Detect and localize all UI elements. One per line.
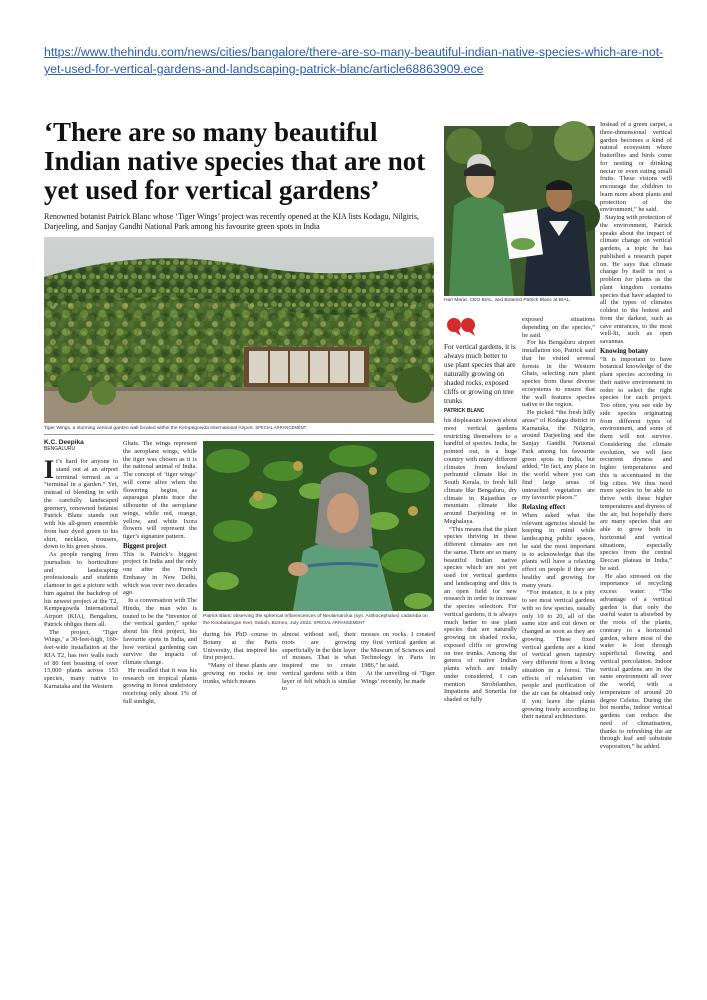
article-column-8	[600, 121, 672, 750]
col6-p2: “This means that the plant species thriving in these different climates are not the same. There are so many beautiful Indian native species which are not yet used for vertical gardens and landscaping and this is an open field for new research in order to increase the species selection. For vertical gardens, it is always much better to use plant species that are naturally growing on shaded rocks, exposed cliffs or growing on tree trunks. Among the genera of native Indian plants which are totally under considered, I can mention Strobilanthes, Impatiens and Sonerila for shaded or fully	[444, 525, 517, 703]
col1-p1: t’s hard for anyone to stand out at an airport terminal termed as a “terminal in a garden.” Yet, instead of blending in with the carefully landscaped greenery, renowned botanist Patrick Blanc stands out with his all-green ensemble from hair dyed green to his shirt, necklace, trousers, down to his green shoes.	[44, 458, 118, 551]
article-column-4	[282, 631, 356, 718]
pull-quote	[444, 343, 517, 414]
garden-caption-text: Tiger Wings, a stunning vertical garden wall located within the Kempegowda International Airport.	[44, 426, 254, 431]
col3-p1: during his PhD course in Botany at the Paris University, that inspired his first project.	[203, 631, 277, 662]
article-column-7	[522, 316, 595, 721]
headline: ‘There are so many beautiful Indian native species that are not yet used for vertical gardens’	[44, 117, 426, 205]
garden-photo-caption	[44, 425, 434, 432]
pull-quote-text: For vertical gardens, it is always much better to use plant species that are naturally growing on shaded rocks, exposed cliffs or growing on tree trunks	[444, 343, 516, 405]
portrait-photo-caption	[203, 614, 434, 627]
col7-p2: For his Bengaluru airport installation too, Patrick said that he visited several forests in the Western Ghats, selecting rare plant species from these diverse ecosystems to ensure that the wall features species native to the region.	[522, 339, 595, 409]
col8-p4: He also stressed on the importance of recycling excess water: “The advantage of a vertical garden is that only the useful water is absorbed by the roots of the plants, contrary to a horizontal garden, where most of the water is lost through superficial flowing and vertical percolation. Indoor vertical gardens are in the same environment all over the world, with a temperature of around 20 degree Celsius. During the hot months, indoor vertical gardens can reduce the need of climatisation, thanks to refreshing the air through leaf and substrate evaporation,” he added.	[600, 572, 672, 750]
col1-p3: The project, ‘Tiger Wings,’ a 30-feet-high, 160-feet-wide installation at the KIA T2, has two walls each of 80 feet boasting of over 15,000 plants across 153 species, many native to Karnataka and the Western	[44, 628, 118, 690]
col2-p2: This is Patrick’s biggest project in India and the only one after the French Embassy in New Delhi, which was over two decades ago.	[123, 550, 197, 597]
duo-photo	[444, 126, 595, 296]
article-column-2	[123, 440, 197, 718]
col8-p1: Instead of a green carpet, a three-dimensional vertical garden becomes a kind of natural ecosystem where butterflies and birds come for nesting or drinking nectar or even eating small fruits. These visions will encourage the children to learn more about plants and protection of the environment,” he said.	[600, 121, 672, 214]
byline	[44, 439, 116, 452]
pull-quote-source: PATRICK BLANC	[444, 408, 485, 414]
portrait-caption-text: Patrick Blanc observing the spherical inflorescences of Neolamarckia (syn. Anthocephalus) cadamba on the Kinabatangan river, Sabah, Borneo, July 2022.	[203, 614, 428, 626]
byline-name: K.C. Deepika	[44, 439, 84, 446]
col3-p2: “Many of these plants are growing on rocks or tree trunks, which means	[203, 662, 277, 685]
article-column-3	[203, 631, 277, 718]
subhead-relaxing-effect: Relaxing effect	[522, 504, 566, 511]
col8-p2: Staying with protection of the environment, Patrick speaks about the impact of climate change on vertical gardens, a topic he has published a research paper on. He says that climate change by itself is not a problem for plants as the plant kingdom contains species that have adapted to all the types of climates coldest to the hottest and from the darkest, such as cave entrances, to the most well-lit, such as open savannas.	[600, 214, 672, 345]
quote-marks-icon	[446, 316, 476, 338]
col5-p2: At the unveiling of ‘Tiger Wings’ recently, he made	[361, 669, 435, 685]
article-column-5	[361, 631, 435, 718]
drop-cap: I	[44, 455, 55, 484]
byline-place: BENGALURU	[44, 446, 76, 452]
col1-lead-paragraph	[44, 455, 118, 551]
col4-p1: almost without soil, their roots are growing superficially in the thin layer of mosses. That is what inspired me to create vertical gardens with a thin layer of felt which is similar to	[282, 631, 356, 693]
garden-wall-photo	[44, 237, 434, 423]
botanist-portrait-photo	[203, 441, 434, 611]
col7-p5: “For instance, it is a pity to see most vertical gardens with so few species, usually only 10 to 20, all of the same size and cut down or changed as soon as they are growing. These fixed vertical gardens are a kind of vertical green tapestry very different from a living situation in a forest. The effects of relaxation on people and purification of the air can be obtained only if you leave the plants growing freely according to their natural architecture.	[522, 589, 595, 721]
col7-p4: When asked what the relevant agencies should be keeping in mind while landscaping public spaces, he said the most important is to acknowledge that the plants will have a relaxing effect on people if they are healthy and growing for many years.	[522, 511, 595, 589]
col2-p4: He recalled that it was his research on tropical plants growing in forest understory receiving only about 1% of full sunlight,	[123, 666, 197, 705]
garden-caption-credit: SPECIAL ARRANGEMENT	[255, 425, 307, 430]
article-column-1	[44, 455, 118, 718]
col2-p3: In a conversation with The Hindu, the man who is touted to be the “inventor of the vertical garden,” spoke about his first project, his favourite spots in India, and how vertical gardening can survive the impacts of climate change.	[123, 597, 197, 666]
portrait-caption-credit: SPECIAL ARRANGEMENT	[313, 620, 365, 625]
duo-photo-caption: Hari Marar, CEO BIAL, and Botanist Patrick Blanc at BIAL.	[444, 298, 571, 303]
subhead-biggest-project: Biggest project	[123, 542, 167, 550]
col2-p1: Ghats. The wings represent the aeroplane wings, while the tiger was chosen as it is the national animal of India. The concept of ‘tiger wings’ will come alive when the flowering begins, as asparagus plants trace the silhouette of the aeroplane wings, while red, orange, yellow, and white Ixora flowers will represent the tiger’s signature pattern.	[123, 440, 197, 540]
col7-p3: He picked “the fresh hilly areas” of Kodagu district in Karnataka, the Nilgiris, around Darjeeling and the Sanjay Gandhi National Park among his favourite green spots in India, but added, “In fact, any place in the world where you can find large areas of untouched vegetation are my favourite places.”	[522, 409, 595, 502]
col5-p1: mosses on rocks. I created my first vertical garden at the Museum of Sciences and Technology in Paris in 1986,” he said.	[361, 631, 435, 669]
source-url-link[interactable]: https://www.thehindu.com/news/cities/bangalore/there-are-so-many-beautiful-indian-native-species-which-are-not-yet-used-for-vertical-gardens-and-landscaping-patrick-blanc/article68863909.ece	[44, 45, 664, 76]
col8-p3: “It is important to have botanical knowledge of the plant species according to their native environment in order to select the right species for each project. Too often, you see side by side species originating from different types of environment, and some of them will not survive. Considering the climate evolution, we will face recurrent dryness and higher temperatures and this is accentuated in the big cities. We thus need more species to be able to thrive with these higher temperatures and dryness of the air, but hopefully there are many species that are able to grow both in horizontal and vertical situations, especially species from the central Deccan plateau in India,” he said.	[600, 355, 672, 572]
photo-divider	[44, 434, 434, 435]
subhead-knowing-botany: Knowing botany	[600, 347, 649, 355]
deck-subheading: Renowned botanist Patrick Blanc whose ‘Tiger Wings’ project was recently opened at the KIA lists Kodagu, Nilgiris, Darjeeling, and Sanjay Gandhi National Park among his favourite green spots in India	[44, 212, 420, 231]
col1-p2: As people ranging from journalists to horticulture and landscaping professionals and students clamour to get a picture with him against the backdrop of his newest project at the T2, Kempegowda International Airport (KIA), Bengaluru, Patrick obliges them all.	[44, 551, 118, 628]
article-column-6	[444, 417, 517, 718]
col7-p1: exposed situations depending on the species,” he said.	[522, 316, 595, 339]
col6-p1: his displeasure known about most vertical gardens restricting themselves to a handful of species. India, he pointed out, is a huge country with many different climates from lowland perhumid climate like in South Kerala, to fresh hill climate like Bengaluru, dry climate in Rajasthan or mountain climate like around Darjeeling or in Meghalaya.	[444, 417, 517, 525]
